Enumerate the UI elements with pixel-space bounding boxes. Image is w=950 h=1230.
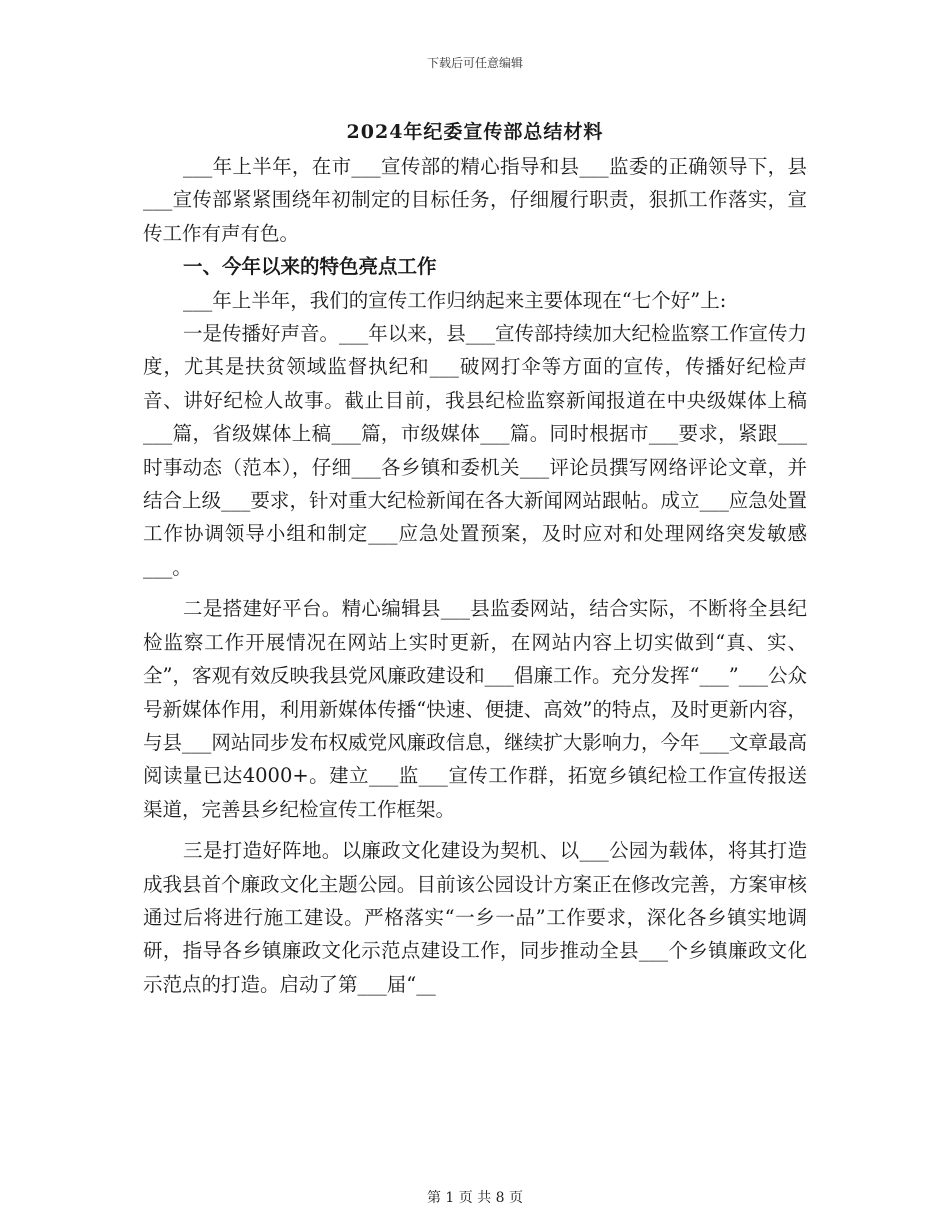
point1-paragraph: 一是传播好声音。___年以来，县___宣传部持续加大纪检监察工作宣传力度，尤其是扶贫领域监督执纪和___破网打伞等方面的宣传，传播好纪检声音、讲好纪检人故事。截止目前，我县纪检监察新闻报道在中央级媒体上稿___篇，省级媒体上稿___篇，市级媒体___篇。同时根据市___要求，紧跟___时事动态（范本），仔细___各乡镇和委机关___评论员撰写网络评论文章，并结合上级___要求，针对重大纪检新闻在各大新闻网站跟帖。成立___应急处置工作协调领导小组和制定___应急处置预案，及时应对和处理网络突发敏感___。 bbox=[143, 322, 808, 579]
section-heading: 一、今年以来的特色亮点工作 bbox=[183, 255, 437, 279]
summary-paragraph: ___年上半年，我们的宣传工作归纳起来主要体现在“七个好”上: bbox=[183, 288, 727, 312]
page-header-note: 下载后可任意编辑 bbox=[426, 56, 523, 70]
document-body bbox=[143, 150, 807, 1001]
point3-paragraph: 三是打造好阵地。以廉政文化建设为契机、以___公园为载体，将其打造成我县首个廉政文化主题公园。目前该公园设计方案正在修改完善，方案审核通过后将进行施工建设。严格落实“一乡一品”工作要求，深化各乡镇实地调研，指导各乡镇廉政文化示范点建设工作，同步推动全县___个乡镇廉政文化示范点的打造。启动了第___届“__ bbox=[143, 839, 807, 996]
page-footer: 第 1 页 共 8 页 bbox=[426, 1190, 524, 1206]
point2-paragraph: 二是搭建好平台。精心编辑县___县监委网站，结合实际，不断将全县纪检监察工作开展情况在网站上实时更新，在网站内容上切实做到“真、实、全”，客观有效反映我县党风廉政建设和___倡廉工作。充分发挥“___”___公众号新媒体作用，利用新媒体传播“快速、便捷、高效”的特点，及时更新内容，与县___网站同步发布权威党风廉政信息，继续扩大影响力，今年___文章最高阅读量已达4000+。建立___监___宣传工作群，拓宽乡镇纪检工作宣传报送渠道，完善县乡纪检宣传工作框架。 bbox=[143, 597, 807, 821]
intro-paragraph: ___年上半年，在市___宣传部的精心指导和县___监委的正确领导下，县___宣传部紧紧围绕年初制定的目标任务，仔细履行职责，狠抓工作落实，宣传工作有声有色。 bbox=[143, 155, 807, 245]
document-title: 2024年纪委宣传部总结材料 bbox=[346, 121, 604, 143]
